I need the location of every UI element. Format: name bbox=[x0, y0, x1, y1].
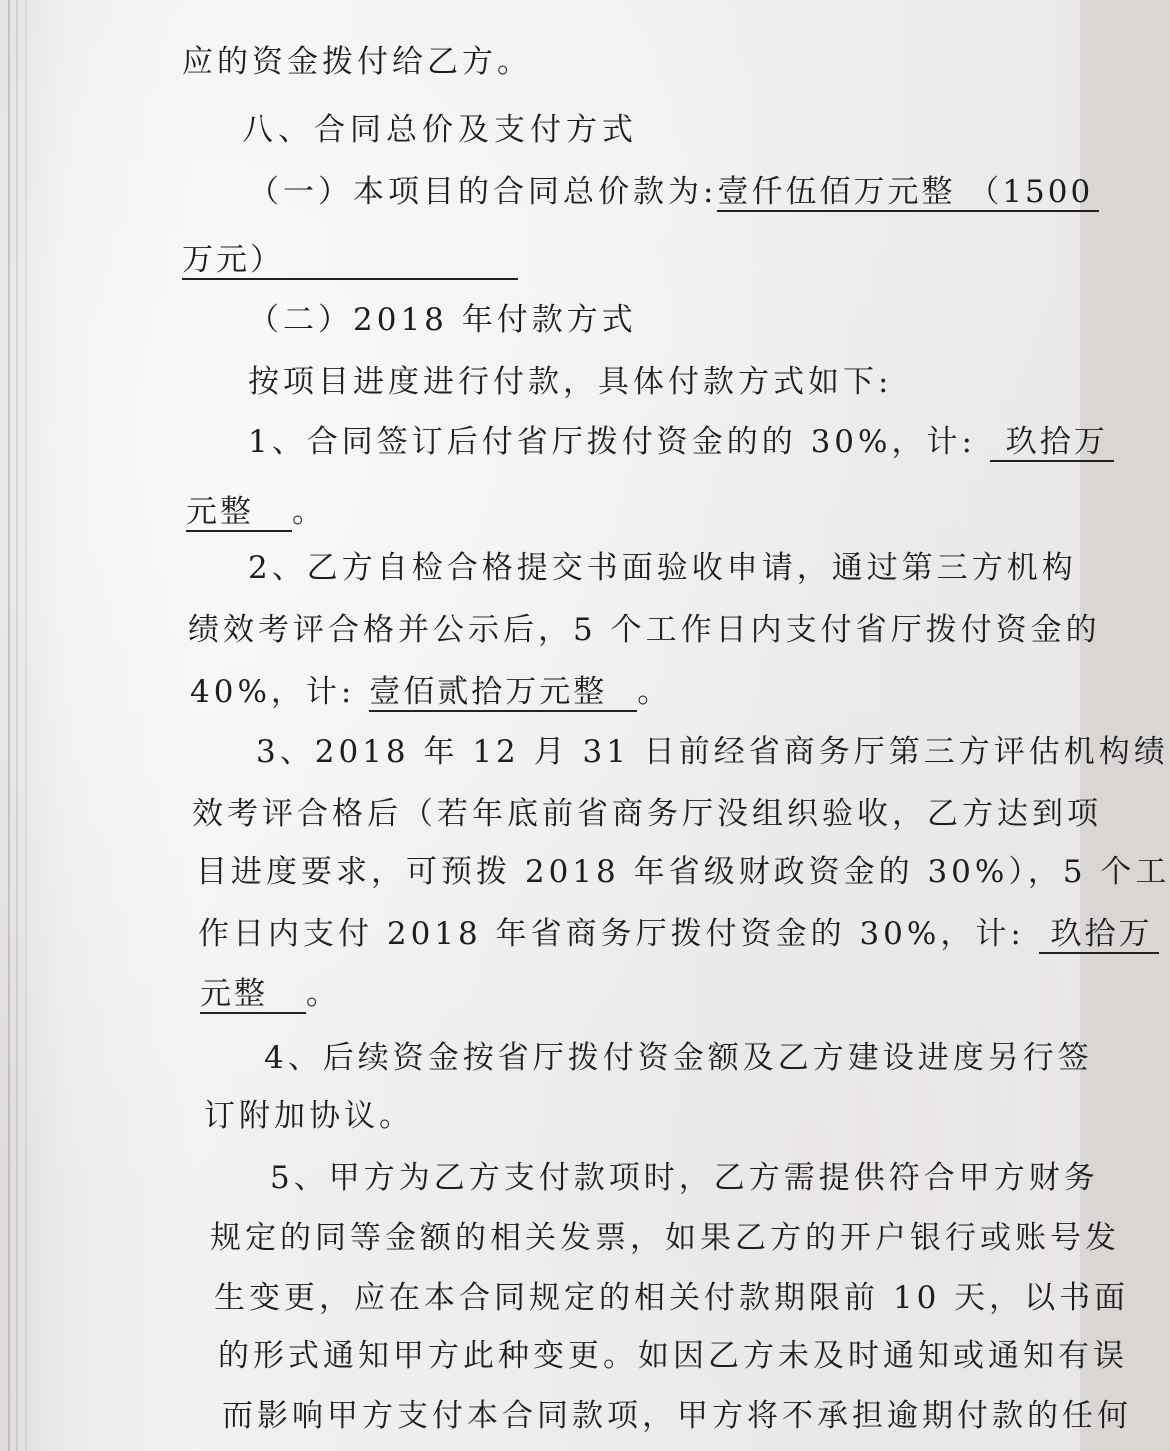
contract-price-amount: 壹仟伍佰万元整 （1500 bbox=[717, 174, 1099, 212]
payment-intro: 按项目进度进行付款，具体付款方式如下: bbox=[248, 364, 893, 400]
payment-item-1-end: 。 bbox=[292, 494, 327, 530]
contract-price-amount-cont: 万元） bbox=[182, 242, 518, 280]
paper-edge bbox=[8, 0, 10, 1451]
contract-price-line bbox=[248, 172, 1099, 212]
payment-item-5-l3: 生变更，应在本合同规定的相关付款期限前 10 天，以书面 bbox=[214, 1280, 1130, 1316]
payment-item-1-amount: 玖拾万 bbox=[990, 424, 1114, 462]
payment-item-2-amount: 壹佰贰拾万元整 bbox=[369, 674, 637, 712]
payment-item-4-l2: 订附加协议。 bbox=[204, 1098, 414, 1134]
contract-price-line-cont bbox=[182, 240, 518, 280]
payment-item-4: 4、后续资金按省厅拨付资金额及乙方建设进度另行签 bbox=[264, 1040, 1093, 1076]
payment-item-5-l4: 的形式通知甲方此种变更。如因乙方未及时通知或通知有误 bbox=[218, 1338, 1128, 1374]
payment-item-1-cont bbox=[186, 492, 327, 532]
payment-item-1-text: 1、合同签订后付省厅拨付资金的的 30%，计: bbox=[248, 424, 976, 460]
payment-item-5-l5: 而影响甲方支付本合同款项，甲方将不承担逾期付款的任何 bbox=[222, 1398, 1132, 1434]
payment-item-2-text: 40%，计: bbox=[190, 674, 356, 710]
payment-item-1-amount-cont: 元整 bbox=[186, 494, 292, 532]
payment-item-3-end: 。 bbox=[306, 976, 341, 1012]
payment-item-1 bbox=[248, 422, 1114, 462]
paper-edge bbox=[16, 0, 18, 1451]
section-heading: 八、合同总价及支付方式 bbox=[242, 112, 638, 148]
payment-item-3-l3: 目进度要求，可预拨 2018 年省级财政资金的 30%），5 个工 bbox=[196, 854, 1170, 890]
payment-item-3-l4 bbox=[198, 914, 1159, 954]
payment-item-2-end: 。 bbox=[637, 674, 673, 710]
paper-edge bbox=[25, 0, 27, 1451]
text-line: 应的资金拨付给乙方。 bbox=[182, 44, 532, 80]
payment-item-3: 3、2018 年 12 月 31 日前经省商务厅第三方评估机构绩 bbox=[256, 734, 1169, 770]
payment-item-3-amount: 玖拾万 bbox=[1039, 916, 1159, 954]
payment-item-2: 2、乙方自检合格提交书面验收申请，通过第三方机构 bbox=[248, 550, 1077, 586]
contract-price-label: （一）本项目的合同总价款为: bbox=[248, 174, 718, 210]
payment-item-3-amount-cont: 元整 bbox=[200, 976, 306, 1014]
payment-item-3-l2: 效考评合格后（若年底前省商务厅没组织验收，乙方达到项 bbox=[192, 796, 1102, 832]
payment-item-2-l2: 绩效考评合格并公示后，5 个工作日内支付省厅拨付资金的 bbox=[188, 612, 1101, 648]
payment-item-5: 5、甲方为乙方支付款项时，乙方需提供符合甲方财务 bbox=[270, 1160, 1099, 1196]
payment-item-5-l2: 规定的同等金额的相关发票，如果乙方的开户银行或账号发 bbox=[210, 1220, 1120, 1256]
payment-item-3-cont bbox=[200, 974, 341, 1014]
payment-item-3-text: 作日内支付 2018 年省商务厅拨付资金的 30%，计: bbox=[198, 916, 1025, 952]
payment-item-2-l3 bbox=[190, 672, 672, 712]
payment-method-heading: （二）2018 年付款方式 bbox=[248, 302, 637, 338]
